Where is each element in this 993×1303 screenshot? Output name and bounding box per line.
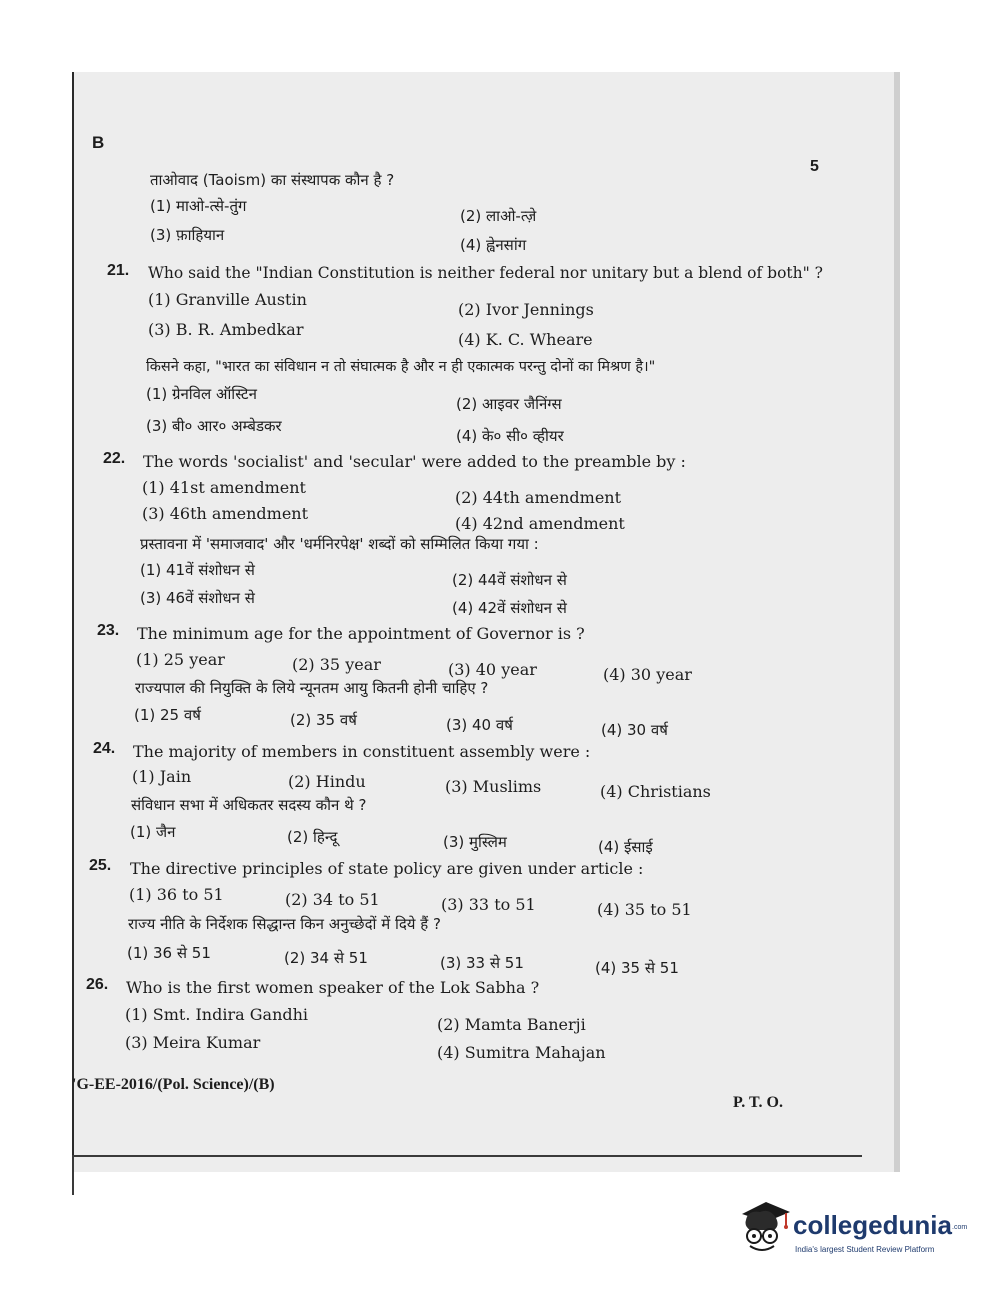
q23-hindi-option-1: (1) 25 वर्ष [134,706,201,724]
q26-english: Who is the first women speaker of the Lok Sabha ? [126,978,540,997]
q20-option-2: (2) लाओ-त्ज़े [460,207,537,225]
q26-option-4: (4) Sumitra Mahajan [437,1043,606,1062]
q26-number: 26. [86,976,109,993]
q22-option-3: (3) 46th amendment [142,504,309,523]
q22-hindi-option-2: (2) 44वें संशोधन से [452,571,567,589]
q21-hindi-option-2: (2) आइवर जैनिंग्स [456,395,562,413]
q21-english: Who said the "Indian Constitution is neither federal nor unitary but a blend of both" ? [148,264,823,282]
paper-code: 'G-EE-2016/(Pol. Science)/(B) [72,1076,275,1093]
q23-hindi-option-3: (3) 40 वर्ष [446,716,513,734]
q20-option-3: (3) फ़ाहियान [150,226,225,244]
q26-option-3: (3) Meira Kumar [125,1033,261,1052]
q24-hindi-option-3: (3) मुस्लिम [443,833,507,851]
q24-number: 24. [93,740,116,757]
q24-option-1: (1) Jain [132,767,192,786]
collegedunia-mascot-icon [736,1196,792,1256]
q21-hindi-option-1: (1) ग्रेनविल ऑस्टिन [146,385,257,403]
q25-option-3: (3) 33 to 51 [441,895,536,914]
q24-option-2: (2) Hindu [288,772,366,791]
q25-hindi-option-2: (2) 34 से 51 [284,949,368,967]
q22-hindi: प्रस्तावना में 'समाजवाद' और 'धर्मनिरपेक्ष' शब्दों को सम्मिलित किया गया : [140,535,539,553]
q21-option-4: (4) K. C. Wheare [458,330,593,349]
q21-option-1: (1) Granville Austin [148,290,307,309]
collegedunia-domain: .com [952,1224,968,1231]
q22-hindi-option-4: (4) 42वें संशोधन से [452,599,567,617]
q25-option-4: (4) 35 to 51 [597,900,692,919]
q24-hindi-option-4: (4) ईसाई [598,838,653,856]
q23-hindi-option-2: (2) 35 वर्ष [290,711,357,729]
q22-option-2: (2) 44th amendment [455,488,622,507]
section-label: B [92,133,105,152]
page-number: 5 [810,158,819,175]
pto-label: P. T. O. [733,1094,783,1111]
q22-option-1: (1) 41st amendment [142,478,306,497]
q24-hindi: संविधान सभा में अधिकतर सदस्य कौन थे ? [131,796,367,814]
q24-option-4: (4) Christians [600,782,711,801]
q24-option-3: (3) Muslims [445,777,542,796]
q20-option-1: (1) माओ-त्से-तुंग [150,197,247,215]
q22-number: 22. [103,450,126,467]
q24-hindi-option-2: (2) हिन्दू [287,828,338,846]
collegedunia-tagline: India's largest Student Review Platform [795,1245,935,1254]
q24-english: The majority of members in constituent assembly were : [133,742,591,761]
q23-english: The minimum age for the appointment of Governor is ? [137,624,585,643]
q23-option-3: (3) 40 year [448,660,537,679]
q22-hindi-option-1: (1) 41वें संशोधन से [140,561,255,579]
q22-hindi-option-3: (3) 46वें संशोधन से [140,589,255,607]
q23-hindi: राज्यपाल की नियुक्ति के लिये न्यूनतम आयु कितनी होनी चाहिए ? [135,679,489,697]
q25-hindi-option-1: (1) 36 से 51 [127,944,211,962]
q25-option-2: (2) 34 to 51 [285,890,380,909]
q22-english: The words 'socialist' and 'secular' were added to the preamble by : [143,452,686,471]
q23-option-1: (1) 25 year [136,650,225,669]
q22-option-4: (4) 42nd amendment [455,514,625,533]
q23-hindi-option-4: (4) 30 वर्ष [601,721,668,739]
q25-hindi-option-4: (4) 35 से 51 [595,959,679,977]
q24-hindi-option-1: (1) जैन [130,823,176,841]
q25-english: The directive principles of state policy are given under article : [130,859,644,878]
q21-hindi-option-4: (4) के० सी० व्हीयर [456,427,564,445]
page-bottom-edge [72,1155,862,1157]
q21-number: 21. [107,262,130,279]
q23-option-2: (2) 35 year [292,655,381,674]
q20-option-4: (4) ह्वेनसांग [460,236,527,254]
q20-hindi: ताओवाद (Taoism) का संस्थापक कौन है ? [150,171,395,189]
q21-hindi: किसने कहा, "भारत का संविधान न तो संघात्मक है और न ही एकात्मक परन्तु दोनों का मिश्रण है।" [146,359,656,375]
page-left-edge [72,1155,74,1195]
collegedunia-wordmark: collegedunia [793,1210,952,1240]
q21-option-2: (2) Ivor Jennings [458,300,594,319]
q25-hindi-option-3: (3) 33 से 51 [440,954,524,972]
q23-option-4: (4) 30 year [603,665,692,684]
q23-number: 23. [97,622,120,639]
q21-option-3: (3) B. R. Ambedkar [148,320,304,339]
q25-hindi: राज्य नीति के निर्देशक सिद्धान्त किन अनुच्छेदों में दिये हैं ? [128,915,441,933]
q21-hindi-option-3: (3) बी० आर० अम्बेडकर [146,417,282,435]
q26-option-1: (1) Smt. Indira Gandhi [125,1005,309,1024]
q25-option-1: (1) 36 to 51 [129,885,224,904]
q25-number: 25. [89,857,112,874]
q26-option-2: (2) Mamta Banerji [437,1015,586,1034]
